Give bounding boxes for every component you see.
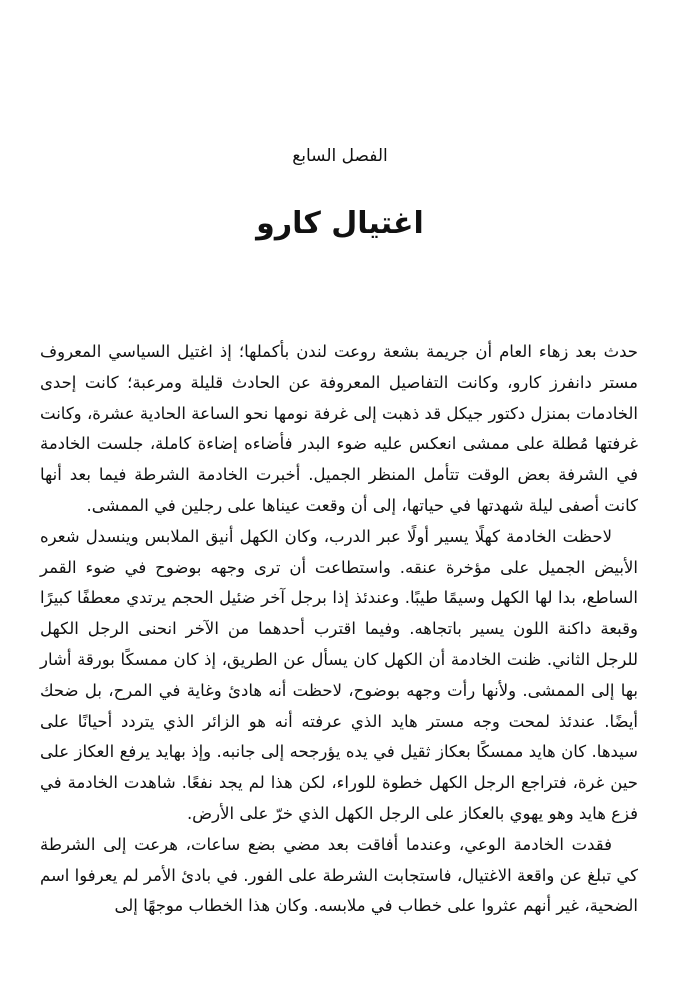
- paragraph-1: حدث بعد زهاء العام أن جريمة بشعة روعت لندن بأكملها؛ إذ اغتيل السياسي المعروف مستر دانفرز كارو، وكانت التفاصيل المعروفة عن الحادث قليلة ومرعبة؛ كانت إحدى الخادمات بمنزل دكتور جيكل قد ذهبت إلى غرفة نومها نحو الساعة الحادية عشرة، وكانت غرفتها مُطلة على ممشى انعكس عليه ضوء البدر فأضاءه إضاءة كاملة، جلست الخادمة في الشرفة بعض الوقت تتأمل المنظر الجميل. أخبرت الخادمة الشرطة فيما بعد أنها كانت أصفى ليلة شهدتها في حياتها، إلى أن وقعت عيناها على رجلين في الممشى.: [40, 342, 638, 515]
- chapter-body: [40, 337, 638, 922]
- paragraph-3: فقدت الخادمة الوعي، وعندما أفاقت بعد مضي بضع ساعات، هرعت إلى الشرطة كي تبلغ عن واقعة الاغتيال، فاستجابت الشرطة على الفور. في بادئ الأمر لم يعرفوا اسم الضحية، غير أنهم عثروا على خطاب في ملابسه. وكان هذا الخطاب موجهًا إلى: [40, 834, 638, 916]
- paragraph-2: لاحظت الخادمة كهلًا يسير أولًا عبر الدرب، وكان الكهل أنيق الملابس وينسدل شعره الأبيض الجميل على مؤخرة عنقه. واستطاعت أن ترى وجهه بوضوح في ضوء القمر الساطع، بدا لها الكهل وسيمًا طيبًا. وعندئذ إذا برجل آخر ضئيل الحجم يرتدي معطفًا كبيرًا وقبعة داكنة اللون يسير باتجاهه. وفيما اقترب أحدهما من الآخر انحنى الرجل الكهل للرجل الثاني. ظنت الخادمة أن الكهل كان يسأل عن الطريق، إذ كان ممسكًا بورقة أشار بها إلى الممشى. ولأنها رأت وجهه بوضوح، لاحظت أنه هادئ وغاية في المرح، بل ضحك أيضًا. عندئذ لمحت وجه مستر هايد الذي عرفته أنه هو الزائر الذي يتردد أحيانًا على سيدها. كان هايد ممسكًا بعكاز ثقيل في يده يؤرجحه إلى جانبه. وإذ بهايد يرفع العكاز على حين غرة، فتراجع الرجل الكهل خطوة للوراء، لكن هذا لم يجد نفعًا. شاهدت الخادمة في فزع هايد وهو يهوي بالعكاز على الرجل الكهل الذي خرّ على الأرض.: [40, 526, 638, 823]
- chapter-number-label: الفصل السابع: [292, 146, 388, 166]
- chapter-title: اغتيال كارو: [256, 206, 424, 241]
